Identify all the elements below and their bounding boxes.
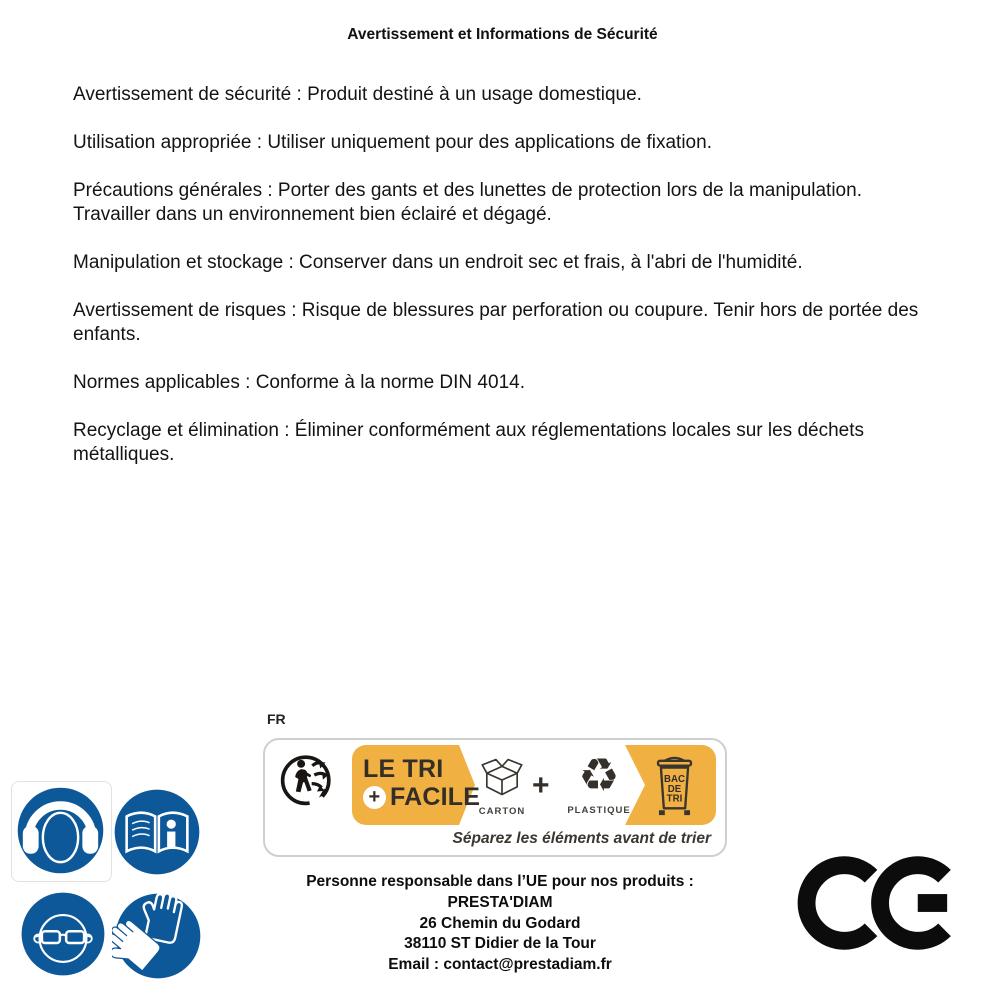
country-code-label: FR [267, 711, 286, 727]
paragraph-line: Utilisation appropriée : Utiliser uniquement pour des applications de fixation. [73, 132, 712, 153]
email-line: Email : contact@prestadiam.fr [388, 956, 612, 974]
company-name: PRESTA'DIAM [447, 893, 553, 911]
paragraph-line: Travailler dans un environnement bien éclairé et dégagé. [73, 204, 552, 225]
paragraph-line: Manipulation et stockage : Conserver dans un endroit sec et frais, à l'abri de l'humidité. [73, 252, 803, 273]
paragraph-line: Précautions générales : Porter des gants et des lunettes de protection lors de la manipulation. [73, 180, 862, 201]
plus-circle-icon: + [363, 786, 386, 809]
address-line1: 26 Chemin du Godard [419, 914, 581, 932]
paragraph [73, 131, 985, 155]
material-carton [473, 755, 531, 817]
ce-mark-icon [797, 847, 965, 959]
paragraph-line: enfants. [73, 324, 141, 345]
paragraph-line: métalliques. [73, 444, 175, 465]
paragraph-line: Normes applicables : Conforme à la norme DIN 4014. [73, 372, 525, 393]
recycling-triangle-icon: ♻ [578, 748, 620, 802]
tri-facile-label [263, 738, 727, 857]
tri-tagline: Séparez les éléments avant de trier [452, 830, 711, 847]
paragraph [73, 179, 985, 227]
paragraph-line: Recyclage et élimination : Éliminer conformément aux réglementations locales sur les déchets [73, 420, 864, 441]
paragraph [73, 251, 985, 275]
tri-facile-headline [363, 756, 480, 811]
paragraph [73, 419, 985, 467]
sorting-bin-icon [653, 754, 696, 818]
page-title: Avertissement et Informations de Sécurité [347, 26, 658, 43]
svg-text:DE: DE [667, 783, 682, 795]
carton-label: CARTON [478, 806, 526, 817]
wear-protective-gloves-icon [112, 890, 204, 982]
tri-headline-line2: FACILE [390, 783, 481, 811]
tri-headline-line1: LE TRI [363, 755, 444, 783]
svg-text:TRI: TRI [666, 793, 683, 805]
safety-paragraphs [73, 83, 985, 491]
carton-box-icon [475, 755, 529, 799]
paragraph-line: Avertissement de sécurité : Produit destiné à un usage domestique. [73, 84, 642, 105]
plus-separator: + [532, 769, 550, 802]
material-plastique [560, 747, 638, 816]
wear-eye-protection-icon [18, 889, 108, 979]
paragraph [73, 371, 985, 395]
tri-facile-band [352, 745, 716, 825]
paragraph-line: Avertissement de risques : Risque de blessures par perforation ou coupure. Tenir hors de portée des [73, 300, 919, 321]
responsible-person-block [240, 872, 760, 976]
address-line2: 38110 ST Didier de la Tour [404, 935, 596, 953]
paragraph [73, 83, 985, 107]
plastique-label: PLASTIQUE [567, 805, 631, 816]
wear-ear-protection-icon [14, 784, 107, 877]
responsible-intro: Personne responsable dans l’UE pour nos produits : [306, 873, 694, 890]
read-instruction-manual-icon [111, 786, 203, 878]
triman-icon [277, 746, 345, 812]
svg-text:BAC: BAC [664, 774, 685, 786]
paragraph [73, 299, 985, 347]
